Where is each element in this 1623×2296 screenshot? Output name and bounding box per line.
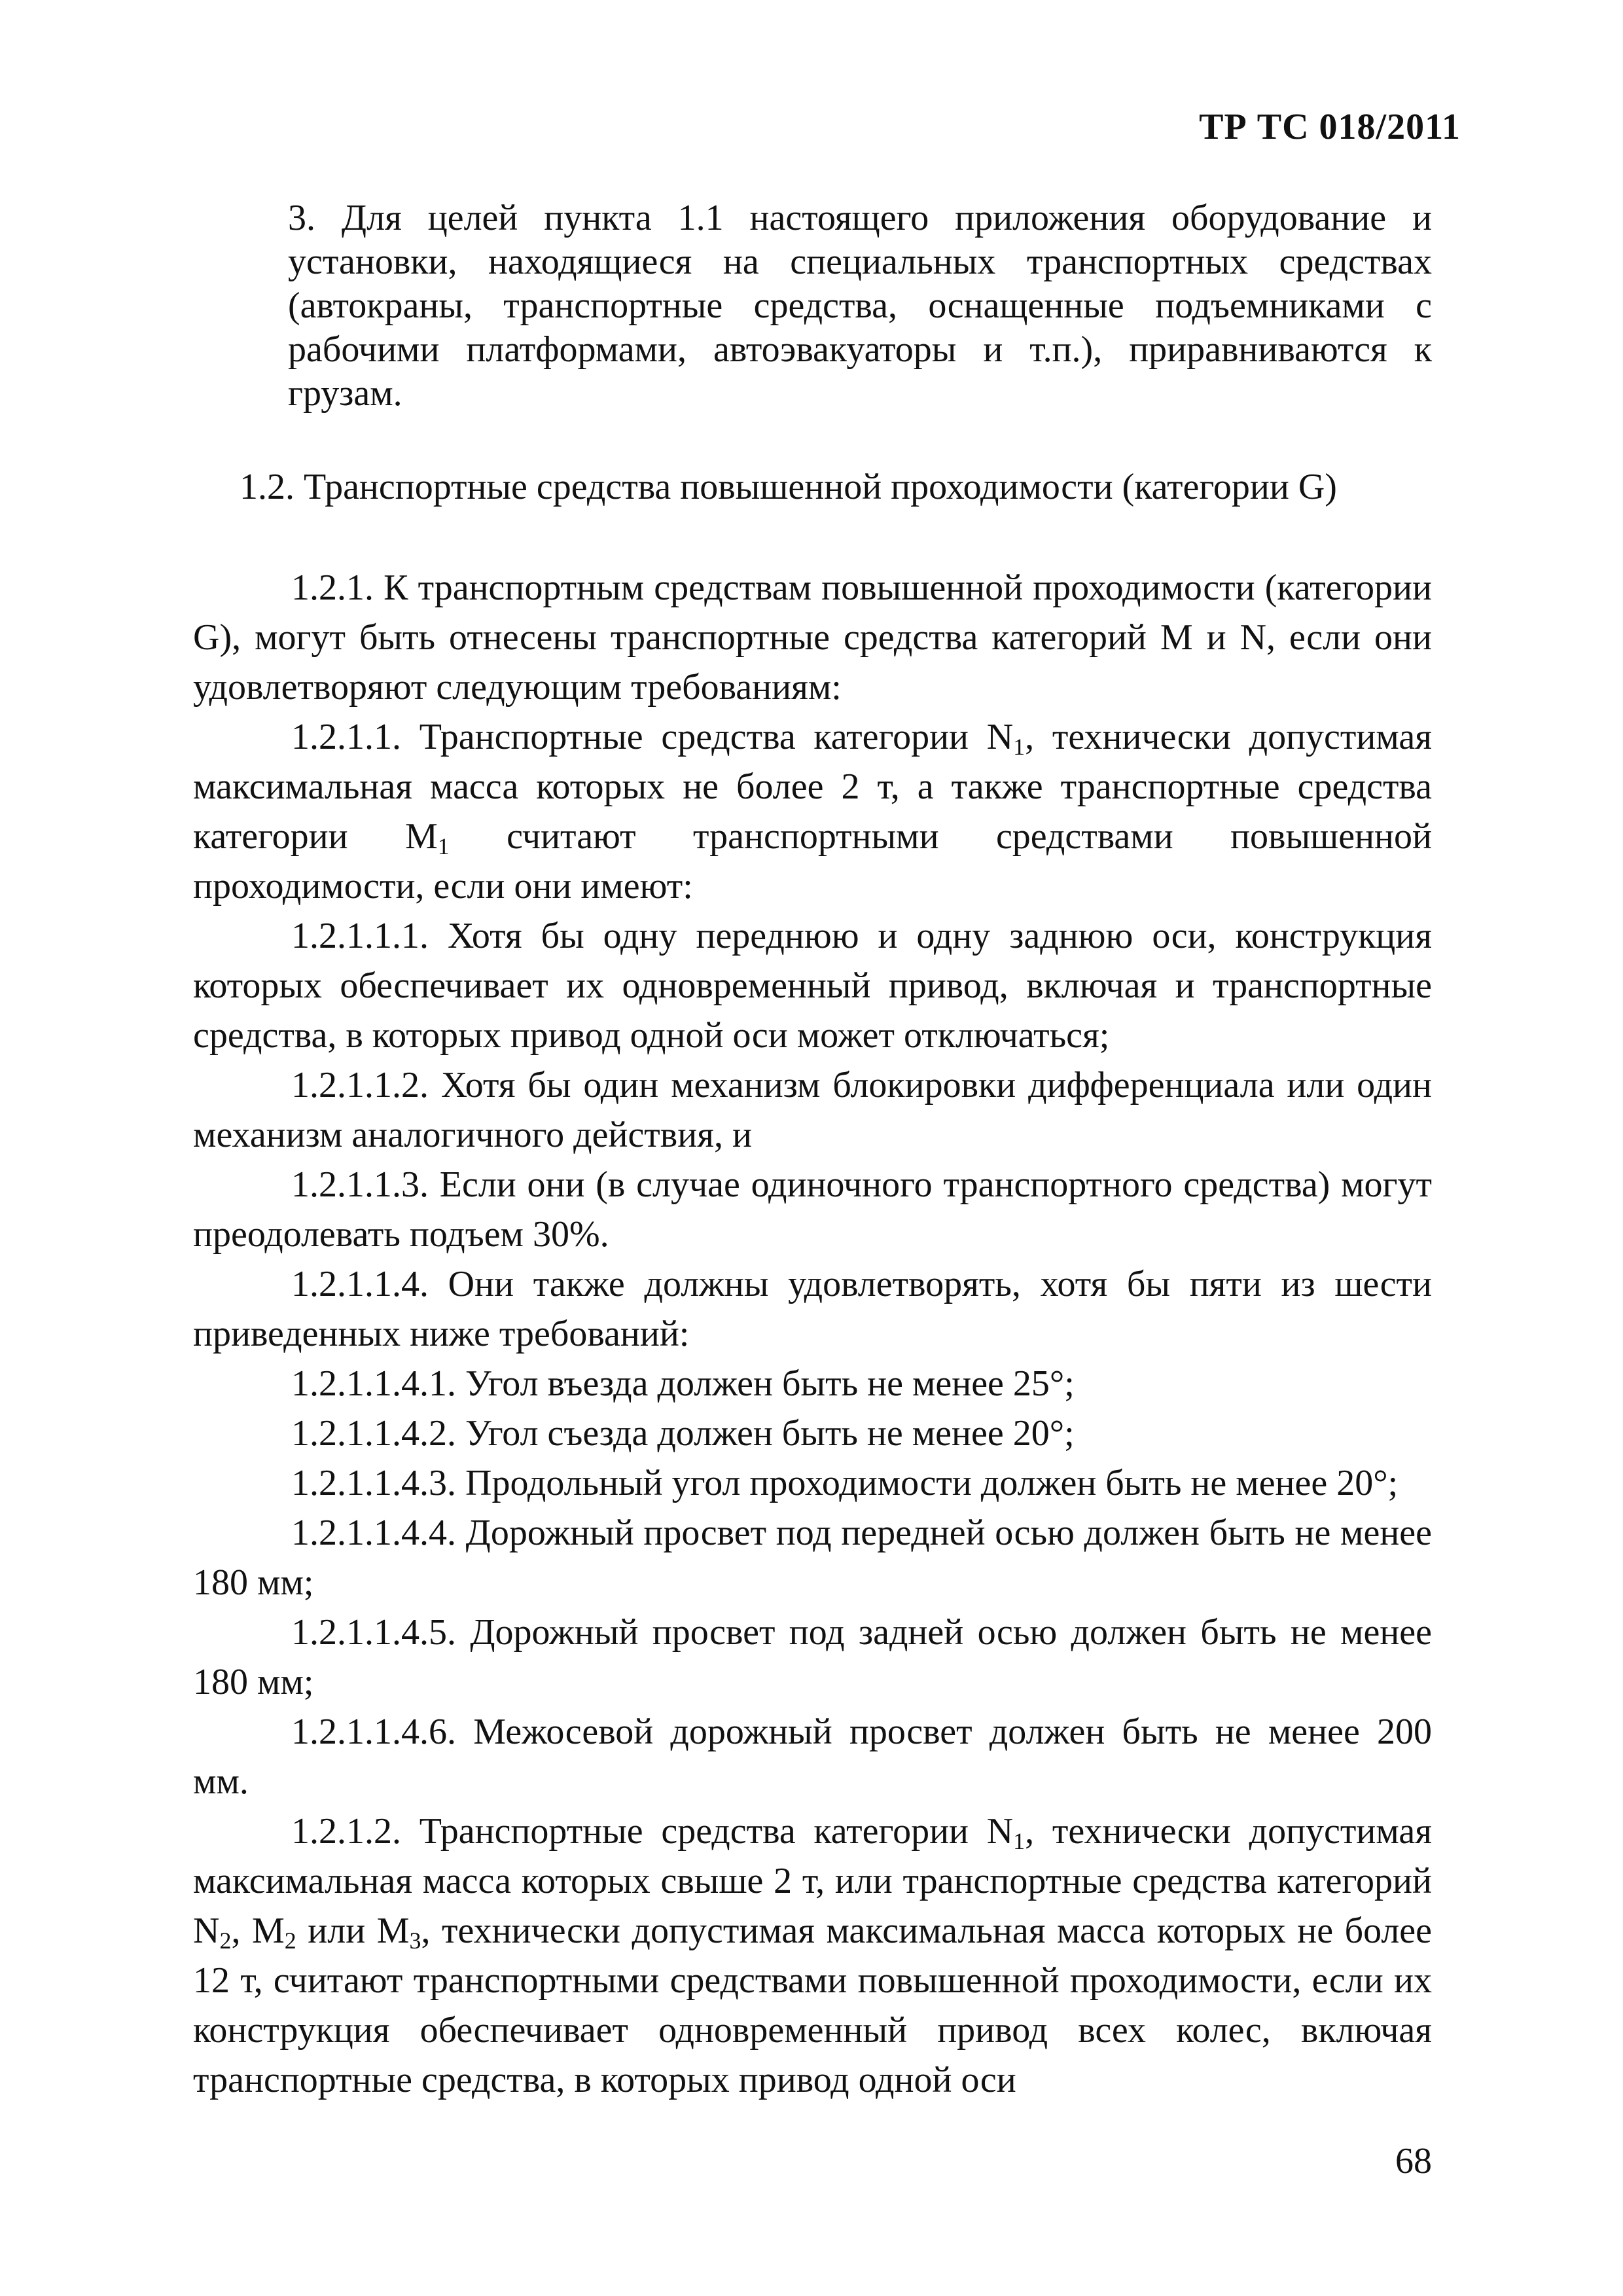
paragraph-1-2-1-1-4-4: 1.2.1.1.4.4. Дорожный просвет под передней осью должен быть не менее 180 мм;	[193, 1513, 1432, 1603]
subscript: 2	[284, 1928, 296, 1954]
subscript: 1	[437, 833, 450, 859]
paragraph-1-2-1-1-4: 1.2.1.1.4. Они также должны удовлетворять, хотя бы пяти из шести приведенных ниже требований:	[193, 1264, 1432, 1354]
paragraph-1-2-1: 1.2.1. К транспортным средствам повышенной проходимости (категории G), могут быть отнесены транспортные средства категорий M и N, если они удовлетворяют следующим требованиям:	[193, 567, 1432, 708]
subscript: 1	[1013, 734, 1026, 760]
page-number: 68	[1395, 2141, 1432, 2181]
paragraph-1-2-1-2	[193, 1806, 1432, 2105]
paragraph-text: , технически допустимая максимальная масса которых не более 2 т, а также транспортные средства категории M	[193, 717, 1432, 857]
paragraph-1-2-1-1-4-6: 1.2.1.1.4.6. Межосевой дорожный просвет должен быть не менее 200 мм.	[193, 1712, 1432, 1802]
paragraph-1-2-1-1-4-1: 1.2.1.1.4.1. Угол въезда должен быть не менее 25°;	[291, 1363, 1075, 1404]
paragraph-text: считают транспортными средствами повышенной проходимости, если они имеют:	[193, 816, 1432, 906]
paragraph-text: , M	[231, 1910, 285, 1951]
document-id-header: ТР ТС 018/2011	[1199, 107, 1461, 147]
paragraph-1-2-1-1	[193, 712, 1432, 911]
subscript: 1	[1013, 1828, 1026, 1854]
paragraph-text: 1.2.1.2. Транспортные средства категории N	[291, 1811, 1014, 1852]
note-paragraph: 3. Для целей пункта 1.1 настоящего приложения оборудование и установки, находящиеся на специальных транспортных средствах (автокраны, транспортные средства, оснащенные подъемниками с рабочими платформами, автоэвакуаторы и т.п.), приравниваются к грузам.	[288, 198, 1432, 414]
paragraph-1-2-1-1-4-5: 1.2.1.1.4.5. Дорожный просвет под задней осью должен быть не менее 180 мм;	[193, 1612, 1432, 1702]
subscript: 3	[409, 1928, 421, 1954]
paragraph-1-2-1-1-4-2: 1.2.1.1.4.2. Угол съезда должен быть не менее 20°;	[291, 1413, 1075, 1454]
paragraph-text: 1.2.1.1. Транспортные средства категории N	[291, 717, 1014, 757]
body-text	[193, 563, 1432, 2105]
paragraph-text: или M	[296, 1910, 410, 1951]
section-heading: 1.2. Транспортные средства повышенной проходимости (категории G)	[240, 467, 1337, 507]
paragraph-text: , технически допустимая максимальная масса которых свыше 2 т, или транспортные средства категорий N	[193, 1811, 1432, 1951]
paragraph-1-2-1-1-4-3: 1.2.1.1.4.3. Продольный угол проходимости должен быть не менее 20°;	[291, 1463, 1399, 1503]
paragraph-1-2-1-1-3: 1.2.1.1.3. Если они (в случае одиночного транспортного средства) могут преодолевать подъем 30%.	[193, 1164, 1432, 1255]
paragraph-text: , технически допустимая максимальная масса которых не более 12 т, считают транспортными средствами повышенной проходимости, если их конструкция обеспечивает одновременный привод всех колес, включая транспортные средства, в которых привод одной оси	[193, 1910, 1432, 2100]
paragraph-1-2-1-1-1: 1.2.1.1.1. Хотя бы одну переднюю и одну заднюю оси, конструкция которых обеспечивает их одновременный привод, включая и транспортные средства, в которых привод одной оси может отключаться;	[193, 916, 1432, 1056]
paragraph-1-2-1-1-2: 1.2.1.1.2. Хотя бы один механизм блокировки дифференциала или один механизм аналогичного действия, и	[193, 1065, 1432, 1155]
subscript: 2	[219, 1928, 232, 1954]
